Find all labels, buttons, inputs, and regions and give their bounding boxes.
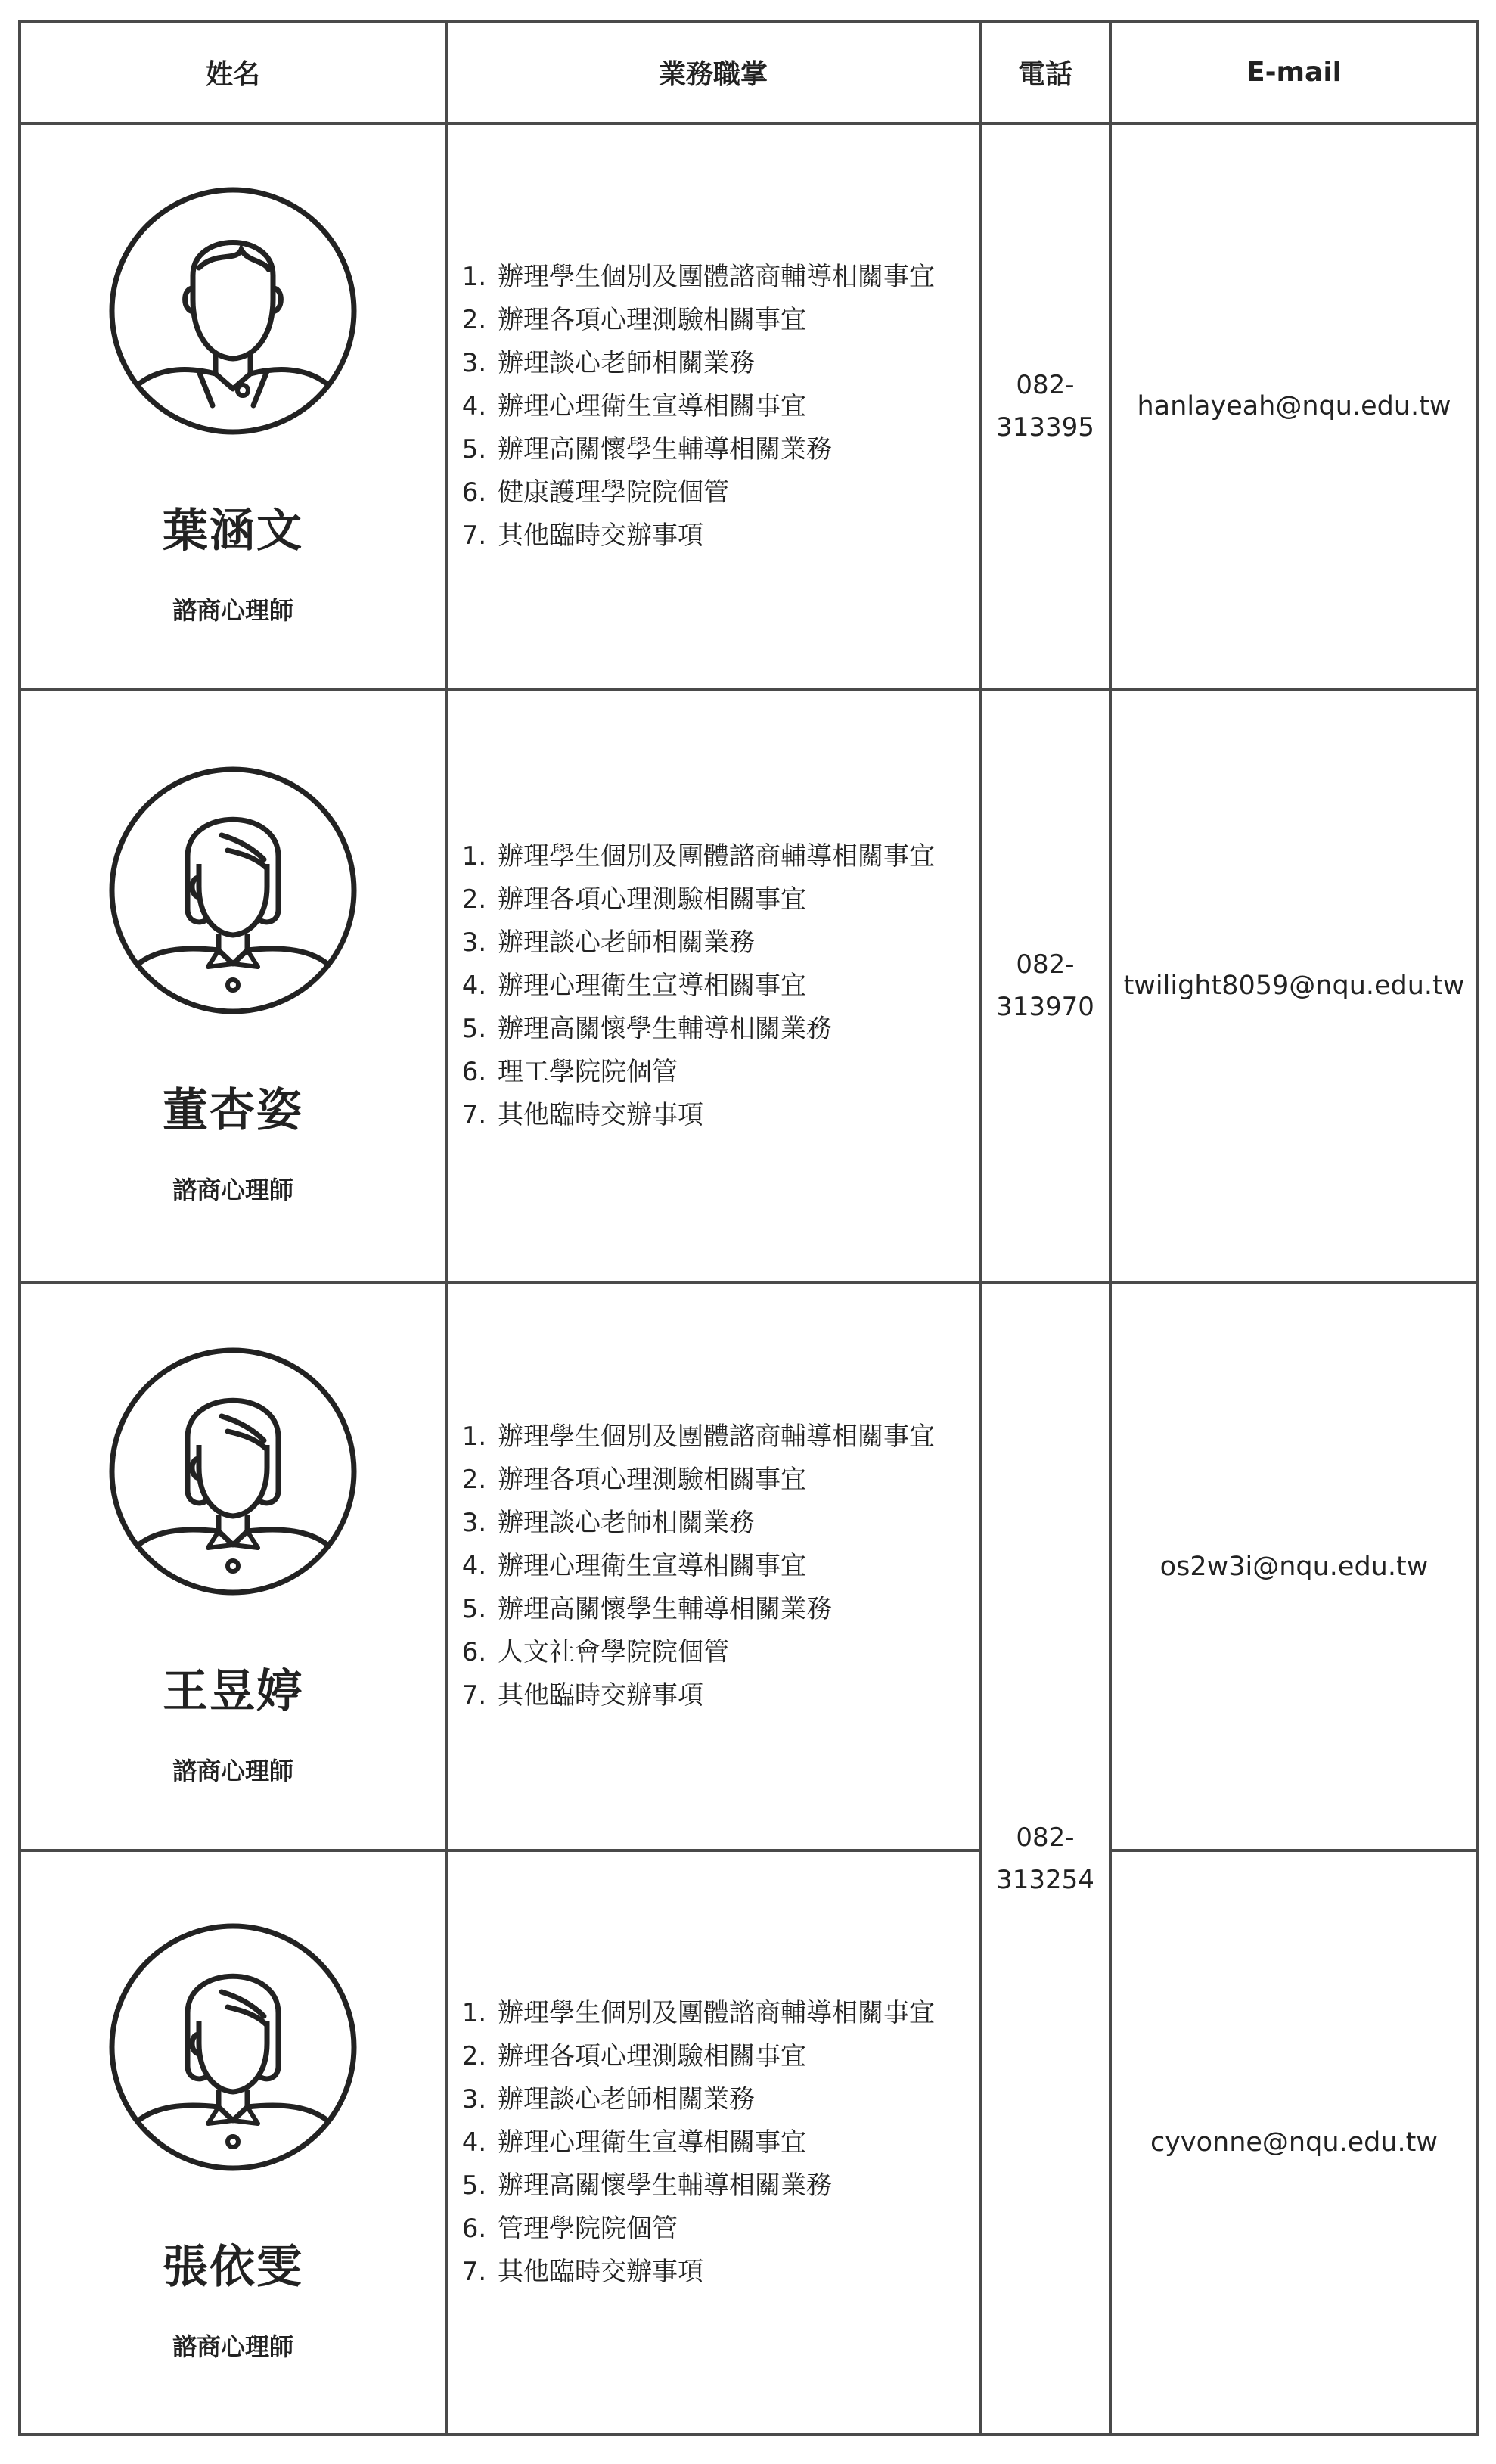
duty-item: 4. 辦理心理衛生宣導相關事宜 (495, 1545, 979, 1588)
table-row (20, 123, 1478, 689)
person-title: 諮商心理師 (172, 2332, 293, 2361)
duty-item: 3. 辦理談心老師相關業務 (495, 2078, 979, 2121)
duty-item: 5. 辦理高關懷學生輔導相關業務 (495, 1008, 979, 1051)
person-name: 張依雯 (163, 2241, 303, 2294)
duty-item: 6. 人文社會學院院個管 (495, 1631, 979, 1674)
duty-list (448, 1992, 979, 2294)
duty-list (448, 256, 979, 558)
duty-item: 1. 辦理學生個別及團體諮商輔導相關事宜 (495, 1415, 979, 1459)
phone-prefix: 082- (1016, 370, 1075, 400)
header-phone: 電話 (980, 21, 1110, 123)
email-cell[interactable]: hanlayeah@nqu.edu.tw (1110, 123, 1478, 689)
female-person-icon (108, 766, 358, 1015)
duty-item: 1. 辦理學生個別及團體諮商輔導相關事宜 (495, 1992, 979, 2035)
duty-item: 6. 健康護理學院院個管 (495, 471, 979, 514)
duty-item: 7. 其他臨時交辦事項 (495, 2251, 979, 2294)
header-email: E-mail (1110, 21, 1478, 123)
person-name: 葉涵文 (163, 505, 303, 558)
duty-item: 6. 管理學院院個管 (495, 2208, 979, 2251)
duty-item: 5. 辦理高關懷學生輔導相關業務 (495, 1588, 979, 1631)
person-cell (20, 1850, 446, 2434)
duty-item: 2. 辦理各項心理測驗相關事宜 (495, 299, 979, 342)
person-title: 諮商心理師 (172, 1176, 293, 1204)
header-name: 姓名 (20, 21, 446, 123)
duty-item: 3. 辦理談心老師相關業務 (495, 1502, 979, 1545)
person-cell (20, 1282, 446, 1850)
header-duties: 業務職掌 (446, 21, 980, 123)
person-cell (20, 123, 446, 689)
duty-item: 7. 其他臨時交辦事項 (495, 514, 979, 558)
phone-prefix: 082- (1016, 1822, 1075, 1853)
male-person-icon (108, 186, 358, 436)
table-row (20, 1282, 1478, 1850)
phone-cell-shared (980, 1282, 1110, 2434)
duty-item: 1. 辦理學生個別及團體諮商輔導相關事宜 (495, 256, 979, 299)
duty-item: 2. 辦理各項心理測驗相關事宜 (495, 1459, 979, 1502)
staff-table (18, 20, 1479, 2436)
email-cell[interactable]: os2w3i@nqu.edu.tw (1110, 1282, 1478, 1850)
female-person-icon (108, 1347, 358, 1596)
person-title: 諮商心理師 (172, 1756, 293, 1785)
phone-cell (980, 689, 1110, 1282)
female-person-icon (108, 1922, 358, 2172)
phone-cell (980, 123, 1110, 689)
duty-list (448, 1415, 979, 1717)
duty-item: 4. 辦理心理衛生宣導相關事宜 (495, 385, 979, 428)
table-row (20, 689, 1478, 1282)
email-cell[interactable]: twilight8059@nqu.edu.tw (1110, 689, 1478, 1282)
person-name: 董杏姿 (163, 1084, 303, 1137)
duty-item: 3. 辦理談心老師相關業務 (495, 342, 979, 385)
duty-item: 5. 辦理高關懷學生輔導相關業務 (495, 428, 979, 471)
table-header-row (20, 21, 1478, 123)
duties-cell (446, 1850, 980, 2434)
duty-item: 4. 辦理心理衛生宣導相關事宜 (495, 965, 979, 1008)
person-name: 王昱婷 (163, 1664, 303, 1718)
person-cell (20, 689, 446, 1282)
duties-cell (446, 1282, 980, 1850)
phone-number: 313395 (996, 412, 1094, 443)
duties-cell (446, 689, 980, 1282)
duty-item: 6. 理工學院院個管 (495, 1051, 979, 1094)
duty-item: 2. 辦理各項心理測驗相關事宜 (495, 878, 979, 921)
duty-item: 2. 辦理各項心理測驗相關事宜 (495, 2035, 979, 2078)
duty-item: 4. 辦理心理衛生宣導相關事宜 (495, 2121, 979, 2164)
email-cell[interactable]: cyvonne@nqu.edu.tw (1110, 1850, 1478, 2434)
duty-item: 7. 其他臨時交辦事項 (495, 1674, 979, 1717)
duty-list (448, 835, 979, 1137)
duty-item: 5. 辦理高關懷學生輔導相關業務 (495, 2164, 979, 2208)
table-row (20, 1850, 1478, 2434)
phone-number: 313970 (996, 992, 1094, 1022)
phone-prefix: 082- (1016, 949, 1075, 980)
duty-item: 7. 其他臨時交辦事項 (495, 1094, 979, 1137)
duty-item: 1. 辦理學生個別及團體諮商輔導相關事宜 (495, 835, 979, 878)
person-title: 諮商心理師 (172, 596, 293, 625)
phone-number: 313254 (996, 1864, 1094, 1895)
duties-cell (446, 123, 980, 689)
duty-item: 3. 辦理談心老師相關業務 (495, 921, 979, 965)
